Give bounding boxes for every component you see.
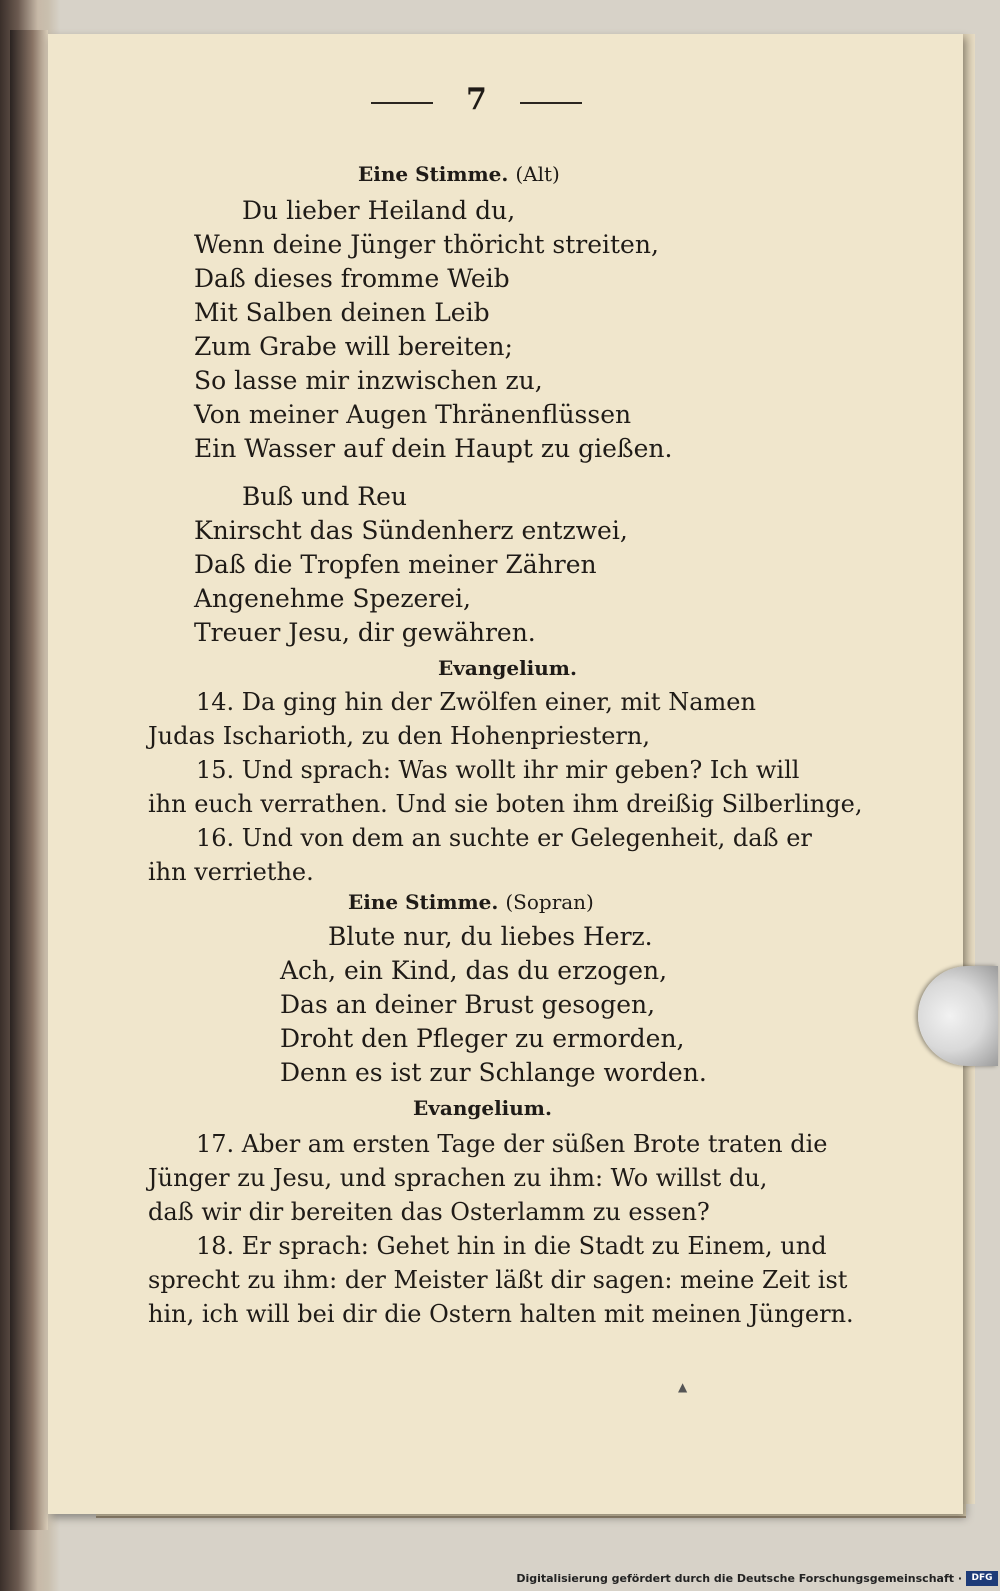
- page-number-rule-right: [520, 102, 582, 104]
- print-mark: ▲: [678, 1380, 688, 1394]
- book-spine-edge: [10, 30, 48, 1530]
- verse-line: Ein Wasser auf dein Haupt zu gießen.: [194, 434, 673, 463]
- gospel-line: Jünger zu Jesu, und sprachen zu ihm: Wo willst du,: [148, 1164, 768, 1192]
- verse-line: Ach, ein Kind, das du erzogen,: [280, 956, 668, 985]
- verse-line: Du lieber Heiland du,: [242, 196, 516, 225]
- voice-label: (Sopran): [505, 890, 594, 914]
- dfg-logo: DFG: [966, 1571, 998, 1586]
- gospel-line: 16. Und von dem an suchte er Gelegenheit, daß er: [196, 824, 812, 852]
- verse-line: Knirscht das Sündenherz entzwei,: [194, 516, 628, 545]
- gospel-line: ihn verriethe.: [148, 858, 314, 886]
- verse-line: Wenn deine Jünger thöricht streiten,: [194, 230, 659, 259]
- heading-label: Eine Stimme.: [348, 890, 499, 914]
- verse-line: Zum Grabe will bereiten;: [194, 332, 513, 361]
- verse-line: Mit Salben deinen Leib: [194, 298, 490, 327]
- heading-voice-alt: [358, 162, 560, 186]
- heading-evangelium: Evangelium.: [438, 656, 577, 680]
- page-number-rule-left: [371, 102, 433, 104]
- verse-line: Angenehme Spezerei,: [194, 584, 471, 613]
- gospel-line: sprecht zu ihm: der Meister läßt dir sagen: meine Zeit ist: [148, 1266, 848, 1294]
- voice-label: (Alt): [515, 162, 560, 186]
- gospel-line: 15. Und sprach: Was wollt ihr mir geben? Ich will: [196, 756, 800, 784]
- verse-line: Daß die Tropfen meiner Zähren: [194, 550, 597, 579]
- book-page: [48, 34, 963, 1514]
- verse-line: Das an deiner Brust gesogen,: [280, 990, 656, 1019]
- verse-line: Denn es ist zur Schlange worden.: [280, 1058, 707, 1087]
- gospel-line: ihn euch verrathen. Und sie boten ihm dreißig Silberlinge,: [148, 790, 863, 818]
- gospel-line: Judas Ischarioth, zu den Hohenpriestern,: [148, 722, 650, 750]
- verse-line: Blute nur, du liebes Herz.: [328, 922, 653, 951]
- gospel-line: hin, ich will bei dir die Ostern halten mit meinen Jüngern.: [148, 1300, 854, 1328]
- verse-line: Daß dieses fromme Weib: [194, 264, 510, 293]
- heading-label: Eine Stimme.: [358, 162, 509, 186]
- gospel-line: 17. Aber am ersten Tage der süßen Brote traten die: [196, 1130, 828, 1158]
- heading-evangelium: Evangelium.: [413, 1096, 552, 1120]
- gospel-line: daß wir dir bereiten das Osterlamm zu essen?: [148, 1198, 710, 1226]
- gospel-line: 14. Da ging hin der Zwölfen einer, mit Namen: [196, 688, 756, 716]
- verse-line: Von meiner Augen Thränenflüssen: [194, 400, 632, 429]
- gospel-line: 18. Er sprach: Gehet hin in die Stadt zu Einem, und: [196, 1232, 827, 1260]
- verse-line: Droht den Pfleger zu ermorden,: [280, 1024, 685, 1053]
- verse-line: So lasse mir inzwischen zu,: [194, 366, 543, 395]
- heading-voice-sopran: [348, 890, 594, 914]
- digitization-credit: Digitalisierung gefördert durch die Deutsche Forschungsgemeinschaft ·: [516, 1572, 962, 1585]
- verse-line: Treuer Jesu, dir gewähren.: [194, 618, 536, 647]
- verse-line: Buß und Reu: [242, 482, 407, 511]
- page-number: 7: [466, 82, 487, 117]
